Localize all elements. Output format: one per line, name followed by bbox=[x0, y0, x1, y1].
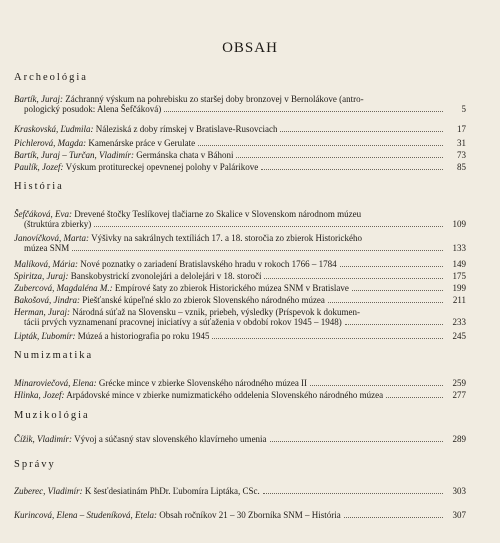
entry-author: Kraskovská, Ľudmila: bbox=[14, 124, 94, 134]
entry-page-number: 259 bbox=[452, 378, 466, 388]
dot-leader bbox=[94, 226, 443, 227]
dot-leader bbox=[263, 493, 443, 494]
entry-author: Spiritza, Juraj: bbox=[14, 271, 69, 281]
entry-title-continued: (štruktúra zbierky) bbox=[24, 219, 92, 229]
toc-entry[interactable] bbox=[14, 390, 466, 400]
entry-page-number: 199 bbox=[452, 283, 466, 293]
dot-leader bbox=[264, 278, 443, 279]
dot-leader bbox=[198, 145, 443, 146]
toc-entry[interactable] bbox=[14, 486, 466, 496]
entry-page-number: 5 bbox=[461, 104, 466, 114]
dot-leader bbox=[328, 302, 443, 303]
entry-page-number: 73 bbox=[457, 150, 466, 160]
entry-author: Hlinka, Jozef: bbox=[14, 390, 65, 400]
toc-entry[interactable] bbox=[14, 124, 466, 134]
entry-page-number: 245 bbox=[452, 331, 466, 341]
toc-entry[interactable] bbox=[14, 378, 466, 388]
entry-title: Vývoj a súčasný stav slovenského klavírneho umenia bbox=[74, 434, 267, 444]
entry-title: Banskobystrickí zvonolejári a delolejári v 18. storočí bbox=[70, 271, 262, 281]
entry-author: Paulík, Jozef: bbox=[14, 162, 64, 172]
toc-entry[interactable] bbox=[14, 283, 466, 293]
entry-title: Záchranný výskum na pohrebisku zo staršej doby bronzovej v Bernolákove (antro- bbox=[65, 94, 364, 104]
section-heading-historia: História bbox=[14, 181, 64, 192]
entry-title-continued: múzea SNM bbox=[24, 243, 70, 253]
toc-entry[interactable] bbox=[14, 295, 466, 305]
entry-title: Výskum protitureckej opevnenej polohy v Palárikove bbox=[65, 162, 259, 172]
toc-entry[interactable] bbox=[14, 209, 466, 229]
toc-entry[interactable] bbox=[14, 259, 466, 269]
dot-leader bbox=[340, 266, 443, 267]
toc-entry[interactable] bbox=[14, 233, 466, 253]
entry-title-continued: tácii prvých vyznamenaní pracovnej iniciatívy a súťaženia v období rokov 1945 – 1948) bbox=[24, 317, 342, 327]
section-heading-spravy: Správy bbox=[14, 459, 56, 470]
entry-title: K šesťdesiatinám PhDr. Ľubomíra Liptáka, CSc. bbox=[84, 486, 260, 496]
section-heading-muzikologia: Muzikológia bbox=[14, 410, 90, 421]
dot-leader bbox=[261, 169, 443, 170]
entry-page-number: 277 bbox=[452, 390, 466, 400]
dot-leader bbox=[310, 385, 443, 386]
entry-title: Múzeá a historiografia po roku 1945 bbox=[77, 331, 210, 341]
entry-title: Výšivky na sakrálnych textíliách 17. a 18. storočia zo zbierok Historického bbox=[91, 233, 363, 243]
entry-author: Bakošová, Jindra: bbox=[14, 295, 80, 305]
entry-page-number: 31 bbox=[457, 138, 466, 148]
entry-author: Bartík, Juraj: bbox=[14, 94, 63, 104]
entry-author: Šefčáková, Eva: bbox=[14, 209, 72, 219]
page-title: OBSAH bbox=[222, 40, 278, 56]
entry-page-number: 133 bbox=[452, 243, 466, 253]
entry-author: Lipták, Ľubomír: bbox=[14, 331, 76, 341]
entry-title: Obsah ročníkov 21 – 30 Zborníka SNM – História bbox=[159, 510, 341, 520]
entry-title: Grécke mince v zbierke Slovenského národného múzea II bbox=[98, 378, 308, 388]
entry-page-number: 307 bbox=[452, 510, 466, 520]
section-heading-archeologia: Archeológia bbox=[14, 72, 88, 83]
entry-title: Germánska chata v Báhoni bbox=[136, 150, 234, 160]
entry-author: Pichlerová, Magda: bbox=[14, 138, 87, 148]
dot-leader bbox=[280, 131, 443, 132]
entry-title: Náleziská z doby rímskej v Bratislave-Rusovciach bbox=[95, 124, 278, 134]
toc-entry[interactable] bbox=[14, 510, 466, 520]
entry-page-number: 211 bbox=[452, 295, 466, 305]
entry-title: Nové poznatky o zariadení Bratislavského hradu v rokoch 1766 – 1784 bbox=[80, 259, 337, 269]
entry-author: Bartík, Juraj – Turčan, Vladimír: bbox=[14, 150, 134, 160]
dot-leader bbox=[236, 157, 443, 158]
entry-title: Národná súťaž na Slovensku – vznik, priebeh, výsledky (Príspevok k dokumen- bbox=[72, 307, 361, 317]
entry-page-number: 109 bbox=[452, 219, 466, 229]
entry-title-continued: pologický posudok: Alena Šefčáková) bbox=[24, 104, 162, 114]
entry-author: Zubercová, Magdaléna M.: bbox=[14, 283, 113, 293]
section-heading-numizmatika: Numizmatika bbox=[14, 350, 94, 361]
entry-title: Arpádovské mince v zbierke numizmatického oddelenia Slovenského národného múzea bbox=[66, 390, 384, 400]
entry-author: Herman, Juraj: bbox=[14, 307, 70, 317]
entry-author: Zuberec, Vladimír: bbox=[14, 486, 83, 496]
entry-author: Čížik, Vladimír: bbox=[14, 434, 72, 444]
toc-entry[interactable] bbox=[14, 138, 466, 148]
dot-leader bbox=[345, 324, 443, 325]
toc-entry[interactable] bbox=[14, 162, 466, 172]
entry-title: Empírové šaty zo zbierok Historického múzea SNM v Bratislave bbox=[114, 283, 349, 293]
entry-page-number: 289 bbox=[452, 434, 466, 444]
entry-title: Piešťanské kúpeľné sklo zo zbierok Slovenského národného múzea bbox=[82, 295, 325, 305]
entry-page-number: 175 bbox=[452, 271, 466, 281]
entry-author: Malíková, Mária: bbox=[14, 259, 78, 269]
entry-author: Kurincová, Elena – Studeníková, Etela: bbox=[14, 510, 157, 520]
dot-leader bbox=[352, 290, 443, 291]
dot-leader bbox=[164, 111, 443, 112]
entry-title: Kamenárske práce v Gerulate bbox=[88, 138, 196, 148]
toc-entry[interactable] bbox=[14, 434, 466, 444]
dot-leader bbox=[212, 338, 443, 339]
toc-entry[interactable] bbox=[14, 331, 466, 341]
toc-entry[interactable] bbox=[14, 307, 466, 327]
dot-leader bbox=[270, 441, 443, 442]
dot-leader bbox=[72, 250, 443, 251]
entry-page-number: 233 bbox=[452, 317, 466, 327]
entry-author: Minaroviečová, Elena: bbox=[14, 378, 97, 388]
toc-entry[interactable] bbox=[14, 94, 466, 114]
entry-page-number: 149 bbox=[452, 259, 466, 269]
toc-entry[interactable] bbox=[14, 271, 466, 281]
entry-page-number: 303 bbox=[452, 486, 466, 496]
entry-title: Drevené štočky Teslíkovej tlačiarne zo Skalice v Slovenskom národnom múzeu bbox=[74, 209, 362, 219]
dot-leader bbox=[344, 517, 443, 518]
entry-page-number: 17 bbox=[457, 124, 466, 134]
entry-author: Janovíčková, Marta: bbox=[14, 233, 89, 243]
dot-leader bbox=[386, 397, 443, 398]
entry-page-number: 85 bbox=[457, 162, 466, 172]
toc-entry[interactable] bbox=[14, 150, 466, 160]
